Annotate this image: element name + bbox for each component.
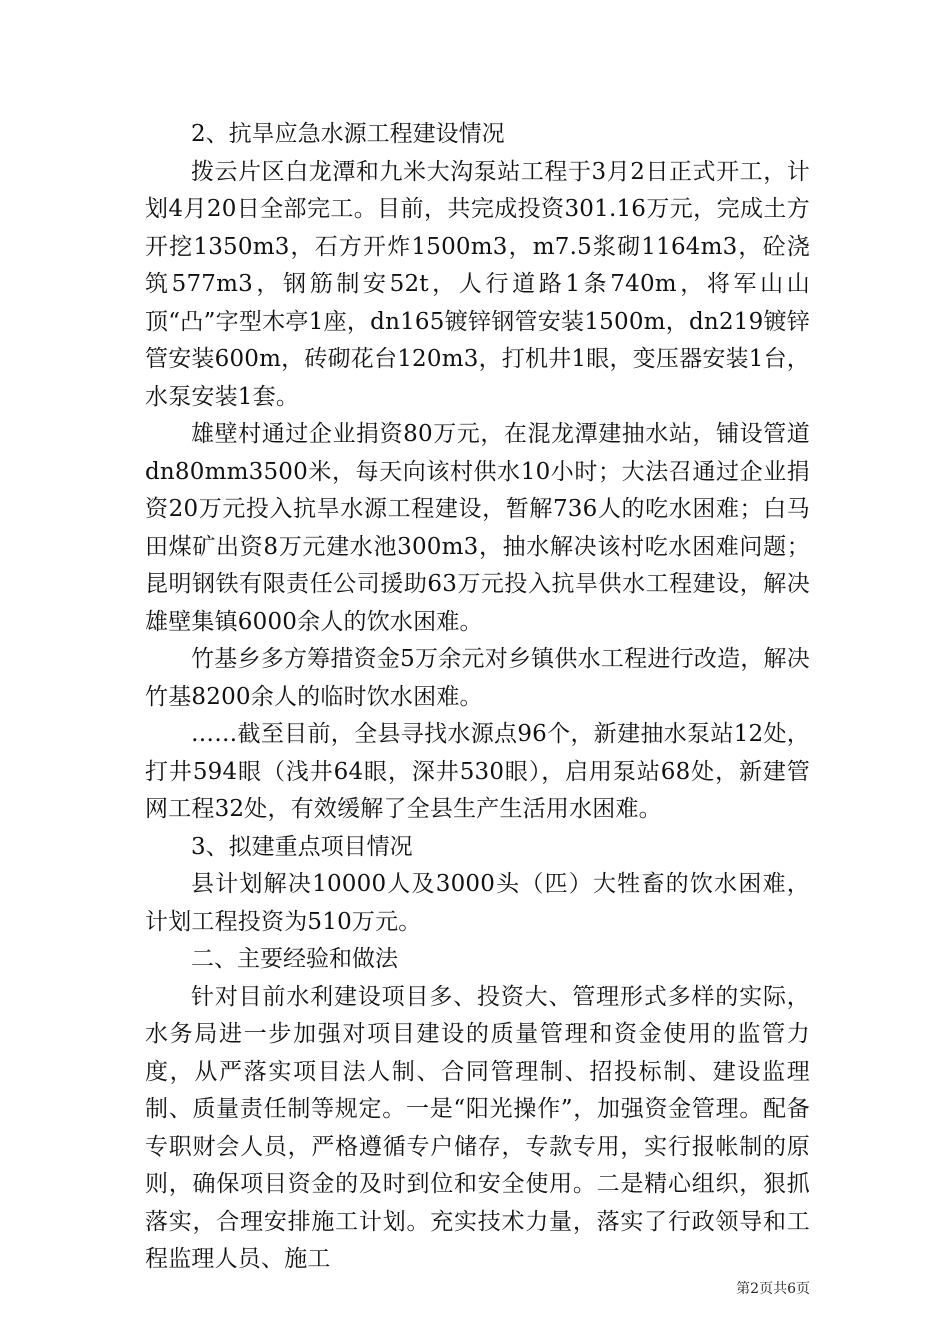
paragraph-zhuji-township: 竹基乡多方筹措资金5万余元对乡镇供水工程进行改造，解决竹基8200余人的临时饮水困难。 [145, 646, 810, 710]
section-heading-main-experience: 二、主要经验和做法 [191, 946, 398, 972]
document-body [145, 116, 810, 1279]
paragraph-county-summary: ……截至目前，全县寻找水源点96个，新建抽水泵站12处，打井594眼（浅井64眼，深井530眼），启用泵站68处，新建管网工程32处，有效缓解了全县生产生活用水困难。 [145, 721, 810, 822]
section-heading-planned-projects: 3、拟建重点项目情况 [191, 833, 413, 860]
page-number-footer: 第2页共6页 [736, 1281, 810, 1297]
paragraph-xiongbi-village: 雄壁村通过企业捐资80万元，在混龙潭建抽水站，铺设管道dn80mm3500米，每天向该村供水10小时；大法召通过企业捐资20万元投入抗旱水源工程建设，暂解736人的吃水困难；白马田煤矿出资8万元建水池300m3，抽水解决该村吃水困难问题；昆明钢铁有限责任公司援助63万元投入抗旱供水工程建设，解决雄壁集镇6000余人的饮水困难。 [145, 421, 810, 635]
paragraph-management-measures: 针对目前水利建设项目多、投资大、管理形式多样的实际，水务局进一步加强对项目建设的质量管理和资金使用的监管力度，从严落实项目法人制、合同管理制、招投标制、建设监理制、质量责任制等规定。一是“阳光操作”，加强资金管理。配备专职财会人员，严格遵循专户储存，专款专用，实行报帐制的原则，确保项目资金的及时到位和安全使用。二是精心组织，狠抓落实，合理安排施工计划。充实技术力量，落实了行政领导和工程监理人员、施工 [145, 983, 810, 1272]
section-heading-drought-water-source: 2、抗旱应急水源工程建设情况 [191, 121, 505, 147]
paragraph-county-plan: 县计划解决10000人及3000头（匹）大牲畜的饮水困难，计划工程投资为510万元。 [145, 871, 810, 935]
paragraph-boyun-pump-station: 拨云片区白龙潭和九米大沟泵站工程于3月2日正式开工，计划4月20日全部完工。目前，共完成投资301.16万元，完成土方开挖1350m3，石方开炸1500m3，m7.5浆砌1164m3，砼浇筑577m3，钢筋制安52t，人行道路1条740m，将军山山顶“凸”字型木亭1座，dn165镀锌钢管安装1500m，dn219镀锌管安装600m，砖砌花台120m3，打机井1眼，变压器安装1台，水泵安装1套。 [145, 158, 810, 410]
